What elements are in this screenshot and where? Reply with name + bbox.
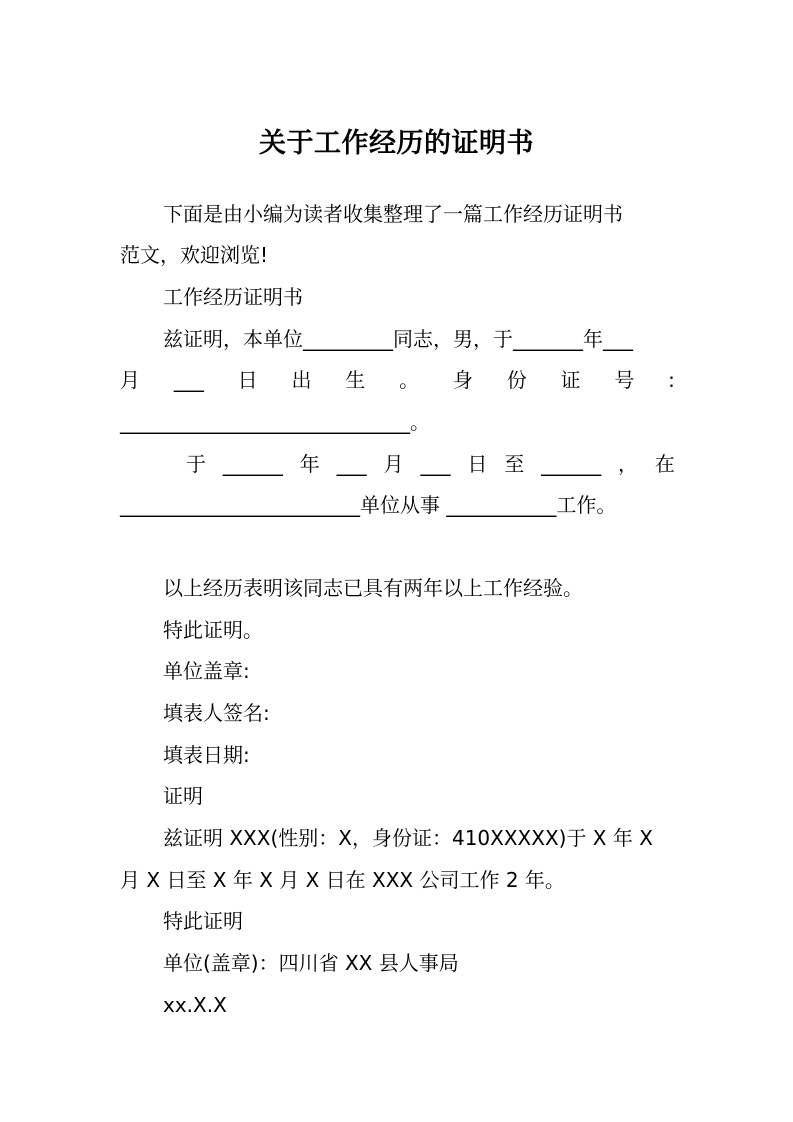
cert-line-4-part: ______ (222, 452, 283, 476)
cert-line-2-part: : (668, 368, 675, 392)
cert-line-4-part: 日 (467, 452, 488, 476)
summary-text: 以上经历表明该同志已具有两年以上工作经验。 (163, 576, 583, 600)
section-heading-2: 证明 (163, 784, 203, 808)
cert-line-2-part: 生 (345, 368, 366, 392)
date-label: 填表日期: (163, 743, 250, 767)
certificate-line-5: ________________________单位从事 ___________工作。 (120, 493, 617, 517)
cert-line-2-part: 月 (120, 368, 140, 392)
section-heading-1: 工作经历证明书 (163, 285, 303, 309)
cert-line-4-part: 在 (654, 452, 675, 476)
cert-line-4-part: ___ (336, 452, 367, 476)
cert-line-2-part: 份 (506, 368, 527, 392)
cert-line-4-part: 年 (299, 452, 320, 476)
certificate2-line-2: 月 X 日至 X 年 X 月 X 日在 XXX 公司工作 2 年。 (120, 868, 565, 892)
cert-line-4-part: ， (618, 452, 639, 476)
certificate-line-4 (186, 450, 675, 478)
page-title: 关于工作经历的证明书 (259, 128, 534, 159)
cert-line-2-part: 。 (399, 368, 420, 392)
certificate-line-3: _____________________________。 (120, 410, 430, 434)
cert-line-4-part: ___ (420, 452, 451, 476)
cert-line-4-part: 于 (186, 452, 206, 476)
cert-line-2-part: 证 (560, 368, 581, 392)
cert-line-2-part: 出 (291, 368, 312, 392)
cert-line-4-part: 至 (504, 452, 525, 476)
stamp-label: 单位盖章: (163, 659, 250, 683)
certificate2-line-1: 兹证明 XXX(性别：X，身份证：410XXXXX)于 X 年 X (163, 826, 653, 850)
cert-line-4-part: ______ (541, 452, 602, 476)
cert-line-4-part: 月 (383, 452, 404, 476)
cert-line-2-part: 号 (614, 368, 635, 392)
signer-label: 填表人签名: (163, 701, 270, 725)
cert-line-2-part: ___ (173, 368, 204, 392)
certificate-line-2 (120, 366, 675, 394)
closing-text-2: 特此证明 (163, 909, 243, 933)
date-value: xx.X.X (163, 993, 227, 1017)
certificate-line-1: 兹证明，本单位_________同志，男，于_______年___ (163, 327, 633, 351)
intro-line-1: 下面是由小编为读者收集整理了一篇工作经历证明书 (163, 202, 623, 226)
intro-line-2: 范文，欢迎浏览! (120, 243, 269, 267)
closing-text-1: 特此证明。 (163, 618, 263, 642)
unit-stamp-line: 单位(盖章)：四川省 XX 县人事局 (163, 951, 459, 975)
cert-line-2-part: 日 (237, 368, 258, 392)
cert-line-2-part: 身 (452, 368, 473, 392)
